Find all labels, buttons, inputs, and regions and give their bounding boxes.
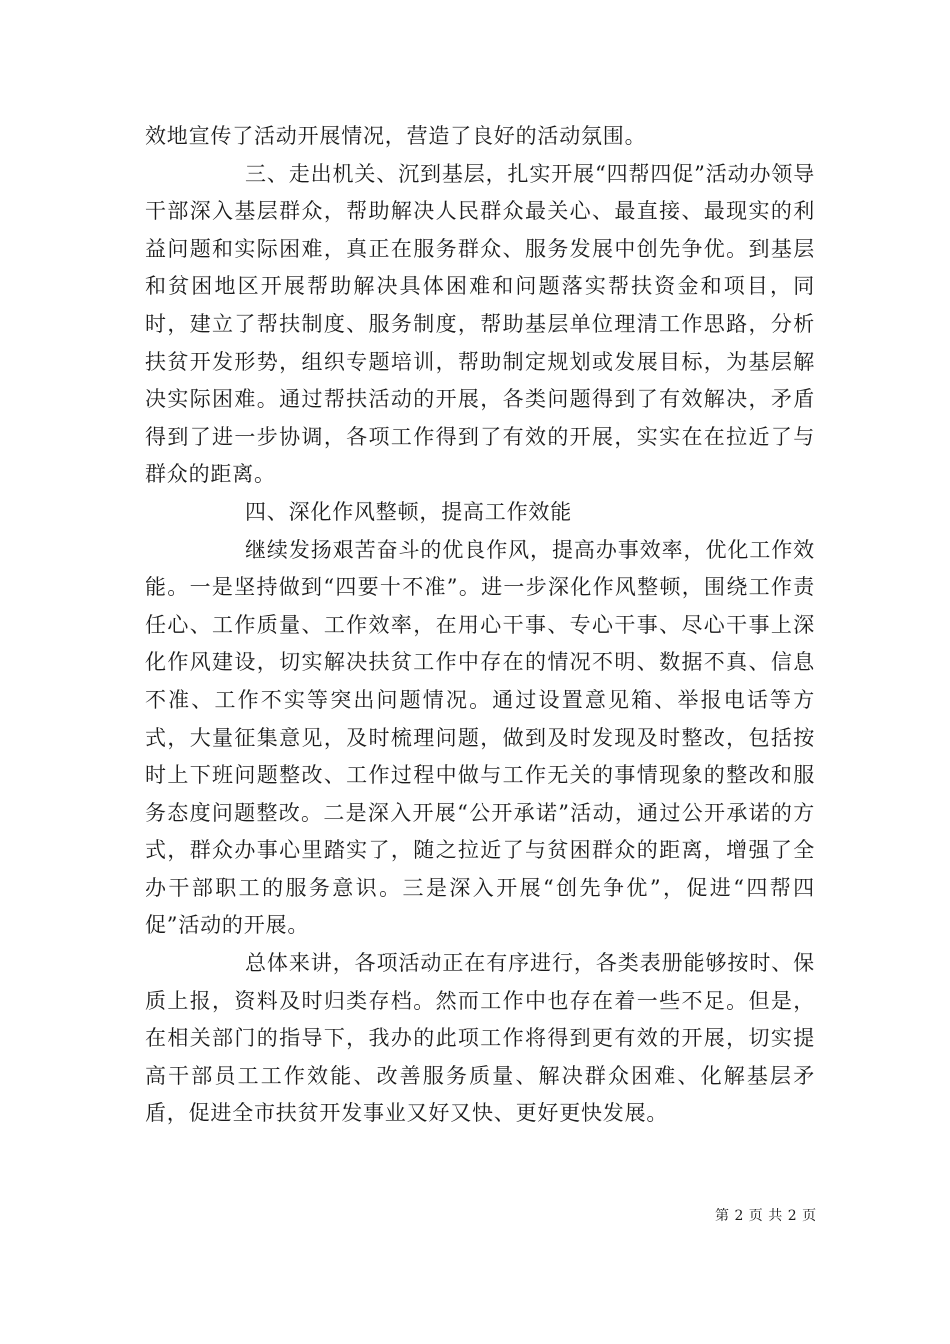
paragraph-section-three: 三、走出机关、沉到基层，扎实开展“四帮四促”活动办领导干部深入基层群众，帮助解决人民群众最关心、最直接、最现实的利益问题和实际困难，真正在服务群众、服务发展中创先争优。到基层和贫困地区开展帮助解决具体困难和问题落实帮扶资金和项目，同时，建立了帮扶制度、服务制度，帮助基层单位理清工作思路，分析扶贫开发形势，组织专题培训，帮助制定规划或发展目标，为基层解决实际困难。通过帮扶活动的开展，各类问题得到了有效解决，矛盾得到了进一步协调，各项工作得到了有效的开展，实实在在拉近了与群众的距离。 — [145, 161, 815, 487]
paragraph-summary: 总体来讲，各项活动正在有序进行，各类表册能够按时、保质上报，资料及时归类存档。然而工作中也存在着一些不足。但是，在相关部门的指导下，我办的此项工作将得到更有效的开展，切实提高干部员工工作效能、改善服务质量、解决群众困难、化解基层矛盾，促进全市扶贫开发事业又好又快、更好更快发展。 — [145, 951, 815, 1126]
document-body — [145, 118, 815, 1133]
page-number-footer: 第 2 页 共 2 页 — [715, 1208, 817, 1224]
paragraph-section-four: 继续发扬艰苦奋斗的优良作风，提高办事效率，优化工作效能。一是坚持做到“四要十不准”。进一步深化作风整顿，围绕工作责任心、工作质量、工作效率，在用心干事、专心干事、尽心干事上深化作风建设，切实解决扶贫工作中存在的情况不明、数据不真、信息不准、工作不实等突出问题情况。通过设置意见箱、举报电话等方式，大量征集意见，及时梳理问题，做到及时发现及时整改，包括按时上下班问题整改、工作过程中做与工作无关的事情现象的整改和服务态度问题整改。二是深入开展“公开承诺”活动，通过公开承诺的方式，群众办事心里踏实了，随之拉近了与贫困群众的距离，增强了全办干部职工的服务意识。三是深入开展“创先争优”，促进“四帮四促”活动的开展。 — [145, 537, 815, 938]
section-heading-four: 四、深化作风整顿，提高工作效能 — [245, 499, 572, 524]
paragraph-continuation: 效地宣传了活动开展情况，营造了良好的活动氛围。 — [145, 124, 647, 148]
